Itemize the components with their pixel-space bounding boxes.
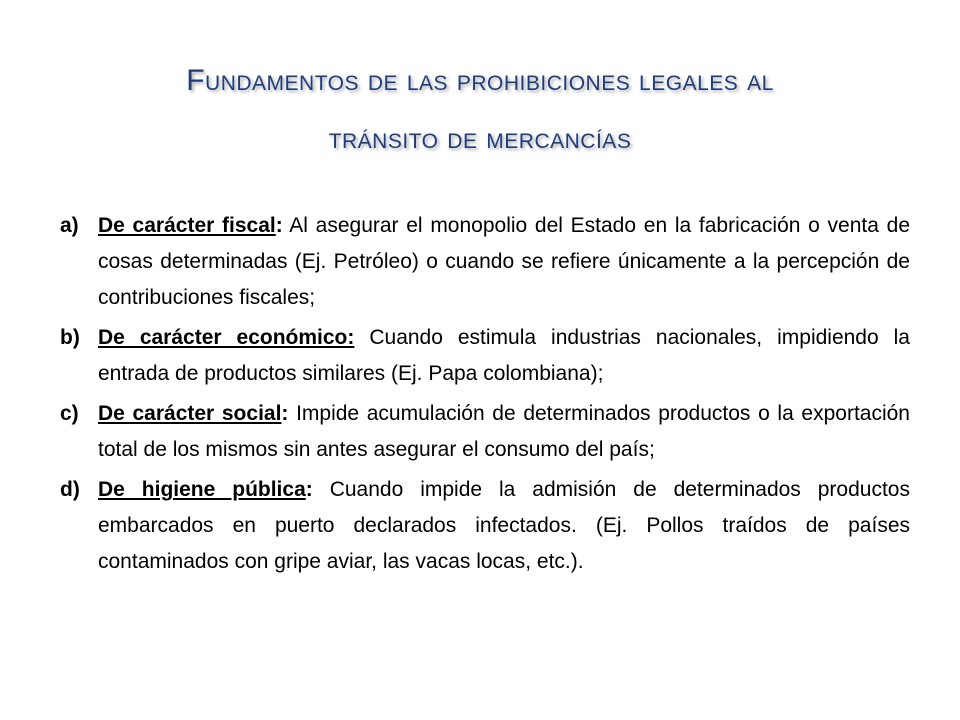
slide-title [60, 52, 900, 168]
item-term: De carácter económico: [98, 326, 355, 349]
title-line-1: Fundamentos de las prohibiciones legales al [186, 64, 774, 97]
title-line-2: tránsito de mercancías [328, 122, 632, 155]
item-term: De carácter fiscal [98, 214, 276, 237]
item-colon: : [281, 402, 289, 425]
list-marker: b) [60, 326, 80, 349]
item-term: De carácter social [98, 402, 282, 425]
list-marker: c) [60, 402, 79, 425]
list-item-b [60, 320, 910, 392]
item-text: Cuando estimula industrias nacionales, impidiendo la entrada de productos similares (Ej. Papa colombiana); [98, 326, 910, 385]
list-item-a [60, 208, 910, 316]
item-text: Cuando impide la admisión de determinados productos embarcados en puerto declarados infectados. (Ej. Pollos traídos de países contaminados con gripe aviar, las vacas locas, etc.). [98, 478, 910, 573]
content-list [60, 208, 910, 584]
list-marker: a) [60, 214, 79, 237]
item-text: Impide acumulación de determinados productos o la exportación total de los mismos sin antes asegurar el consumo del país; [98, 402, 910, 461]
item-text: Al asegurar el monopolio del Estado en la fabricación o venta de cosas determinadas (Ej. Petróleo) o cuando se refiere únicamente a la percepción de contribuciones fiscales; [98, 214, 910, 309]
list-item-d [60, 472, 910, 580]
item-colon: : [305, 478, 313, 501]
item-colon: : [275, 214, 283, 237]
list-marker: d) [60, 478, 80, 501]
item-term: De higiene pública [98, 478, 306, 501]
list-item-c [60, 396, 910, 468]
